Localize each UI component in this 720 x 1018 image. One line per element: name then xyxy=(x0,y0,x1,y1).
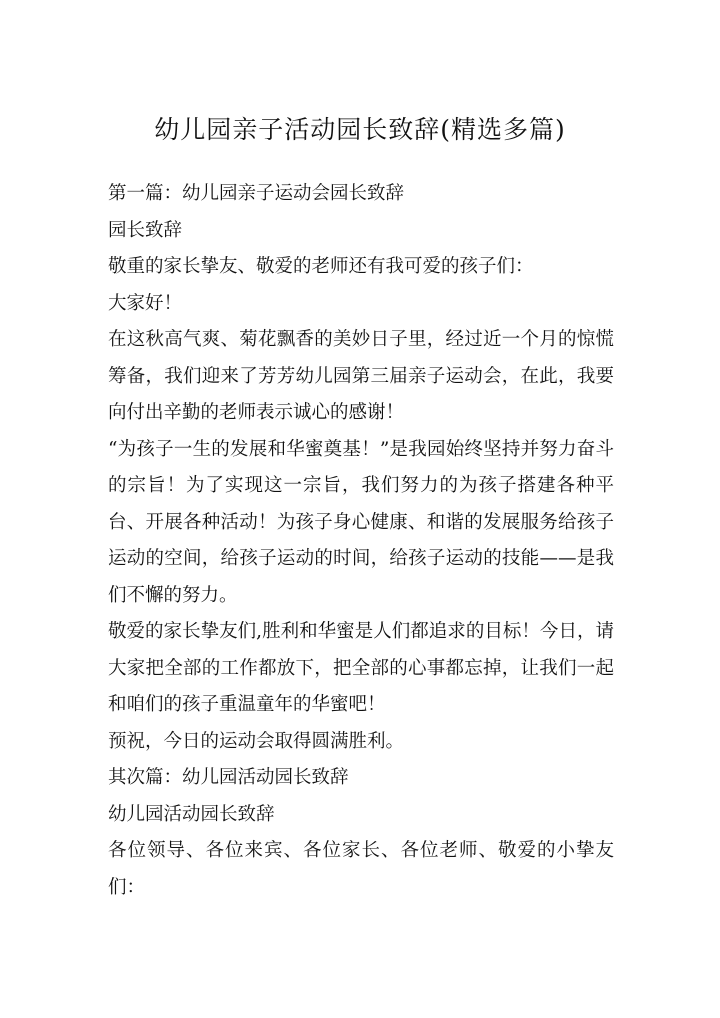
body-paragraph: 敬爱的家长挚友们,胜利和华蜜是人们都追求的目标！今日，请大家把全部的工作都放下，把全部的心事都忘掉，让我们一起和咱们的孩子重温童年的华蜜吧！ xyxy=(108,621,614,715)
body-paragraph: 在这秋高气爽、菊花飘香的美妙日子里，经过近一个月的惊慌筹备，我们迎来了芳芳幼儿园第三届亲子运动会，在此，我要向付出辛勤的老师表示诚心的感谢！ xyxy=(108,329,614,423)
section-heading-2: 其次篇：幼儿园活动园长致辞 xyxy=(108,767,349,788)
closing-wish: 预祝，今日的运动会取得圆满胜利。 xyxy=(108,730,405,752)
document-title: 幼儿园亲子活动园长致辞(精选多篇) xyxy=(154,115,566,144)
speech-heading: 幼儿园活动园长致辞 xyxy=(108,803,275,825)
salutation: 各位领导、各位来宾、各位家长、各位老师、敬爱的小挚友们： xyxy=(108,840,614,898)
greeting: 大家好！ xyxy=(108,292,183,314)
section-heading-1: 第一篇：幼儿园亲子运动会园长致辞 xyxy=(108,183,405,204)
document-body xyxy=(108,176,614,906)
body-paragraph: “为孩子一生的发展和华蜜奠基！”是我园始终坚持并努力奋斗的宗旨！为了实现这一宗旨，我们努力的为孩子搭建各种平台、开展各种活动！为孩子身心健康、和谐的发展服务给孩子运动的空间，给孩子运动的时间，给孩子运动的技能——是我们不懈的努力。 xyxy=(108,438,614,606)
speech-heading: 园长致辞 xyxy=(108,219,183,241)
salutation: 敬重的家长挚友、敬爱的老师还有我可爱的孩子们： xyxy=(108,256,534,277)
